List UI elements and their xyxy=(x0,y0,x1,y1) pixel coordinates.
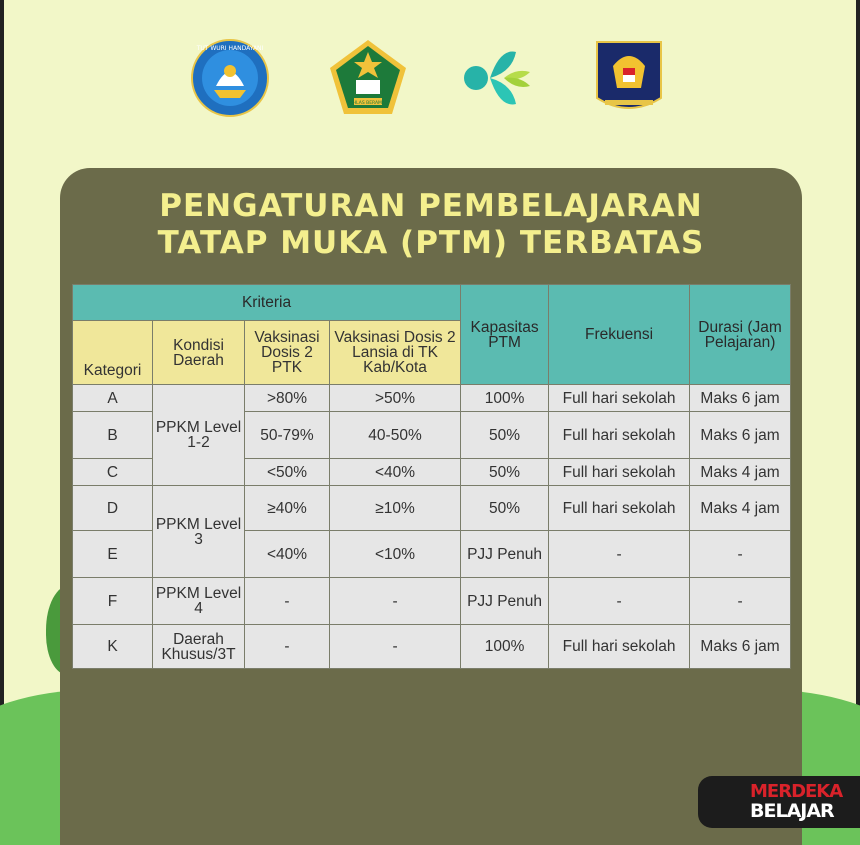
vaksinasi-lansia-cell: <40% xyxy=(330,459,461,486)
kategori-cell: B xyxy=(73,412,153,459)
vaksinasi-lansia-header: Vaksinasi Dosis 2 Lansia di TK Kab/Kota xyxy=(330,321,461,385)
vaksinasi-ptk-cell: ≥40% xyxy=(245,486,330,531)
frekuensi-cell: Full hari sekolah xyxy=(549,625,690,669)
vaksinasi-ptk-cell: <50% xyxy=(245,459,330,486)
durasi-cell: - xyxy=(690,578,791,625)
durasi-cell: Maks 6 jam xyxy=(690,412,791,459)
kemenag-logo xyxy=(328,38,408,118)
frekuensi-cell: Full hari sekolah xyxy=(549,486,690,531)
title-line-2: TATAP MUKA (PTM) TERBATAS xyxy=(157,225,705,261)
kapasitas-cell: 50% xyxy=(461,486,549,531)
kondisi-cell: Daerah Khusus/3T xyxy=(153,625,245,669)
vaksinasi-lansia-cell: >50% xyxy=(330,385,461,412)
kapasitas-cell: 50% xyxy=(461,412,549,459)
kategori-cell: A xyxy=(73,385,153,412)
title-line-1: PENGATURAN PEMBELAJARAN xyxy=(159,188,703,224)
vaksinasi-ptk-header: Vaksinasi Dosis 2 PTK xyxy=(245,321,330,385)
kriteria-header: Kriteria xyxy=(73,285,461,321)
kapasitas-cell: PJJ Penuh xyxy=(461,531,549,578)
frekuensi-cell: Full hari sekolah xyxy=(549,412,690,459)
kondisi-cell: PPKM Level 4 xyxy=(153,578,245,625)
kapasitas-cell: PJJ Penuh xyxy=(461,578,549,625)
badge-line-2: BELAJAR xyxy=(750,800,834,822)
kapasitas-cell: 100% xyxy=(461,385,549,412)
kemenkes-logo xyxy=(460,38,540,118)
durasi-cell: Maks 6 jam xyxy=(690,385,791,412)
vaksinasi-lansia-cell: - xyxy=(330,578,461,625)
vaksinasi-lansia-cell: <10% xyxy=(330,531,461,578)
vaksinasi-ptk-cell: - xyxy=(245,625,330,669)
vaksinasi-ptk-cell: 50-79% xyxy=(245,412,330,459)
kondisi-cell: PPKM Level 3 xyxy=(153,486,245,578)
frekuensi-cell: Full hari sekolah xyxy=(549,459,690,486)
kapasitas-header: Kapasitas PTM xyxy=(461,285,549,385)
kemenag-motto: IKHLAS BERAMAL xyxy=(348,101,388,106)
kapasitas-cell: 50% xyxy=(461,459,549,486)
table-row xyxy=(73,486,791,531)
durasi-cell: Maks 4 jam xyxy=(690,486,791,531)
frekuensi-cell: - xyxy=(549,578,690,625)
page-title xyxy=(60,188,802,262)
vaksinasi-ptk-cell: >80% xyxy=(245,385,330,412)
vaksinasi-lansia-cell: - xyxy=(330,625,461,669)
vaksinasi-ptk-cell: - xyxy=(245,578,330,625)
kategori-cell: F xyxy=(73,578,153,625)
kemendikbud-motto: TUT WURI HANDAYANI xyxy=(196,45,264,52)
kondisi-cell: PPKM Level 1-2 xyxy=(153,385,245,486)
table-row xyxy=(73,578,791,625)
vaksinasi-lansia-cell: 40-50% xyxy=(330,412,461,459)
durasi-header: Durasi (Jam Pelajaran) xyxy=(690,285,791,385)
vaksinasi-ptk-cell: <40% xyxy=(245,531,330,578)
merdeka-belajar-badge xyxy=(698,776,860,828)
frekuensi-cell: - xyxy=(549,531,690,578)
kategori-cell: C xyxy=(73,459,153,486)
kategori-cell: E xyxy=(73,531,153,578)
frekuensi-header: Frekuensi xyxy=(549,285,690,385)
ptm-table xyxy=(72,284,791,669)
durasi-cell: Maks 6 jam xyxy=(690,625,791,669)
badge-line-1: MERDEKA xyxy=(750,781,843,802)
kategori-cell: K xyxy=(73,625,153,669)
kategori-cell: D xyxy=(73,486,153,531)
durasi-cell: Maks 4 jam xyxy=(690,459,791,486)
durasi-cell: - xyxy=(690,531,791,578)
kondisi-header: Kondisi Daerah xyxy=(153,321,245,385)
table-row xyxy=(73,385,791,412)
frekuensi-cell: Full hari sekolah xyxy=(549,385,690,412)
kapasitas-cell: 100% xyxy=(461,625,549,669)
kategori-header: Kategori xyxy=(73,321,153,385)
kemendikbud-logo xyxy=(190,38,270,118)
table-row xyxy=(73,625,791,669)
kemendagri-logo xyxy=(593,38,665,118)
vaksinasi-lansia-cell: ≥10% xyxy=(330,486,461,531)
